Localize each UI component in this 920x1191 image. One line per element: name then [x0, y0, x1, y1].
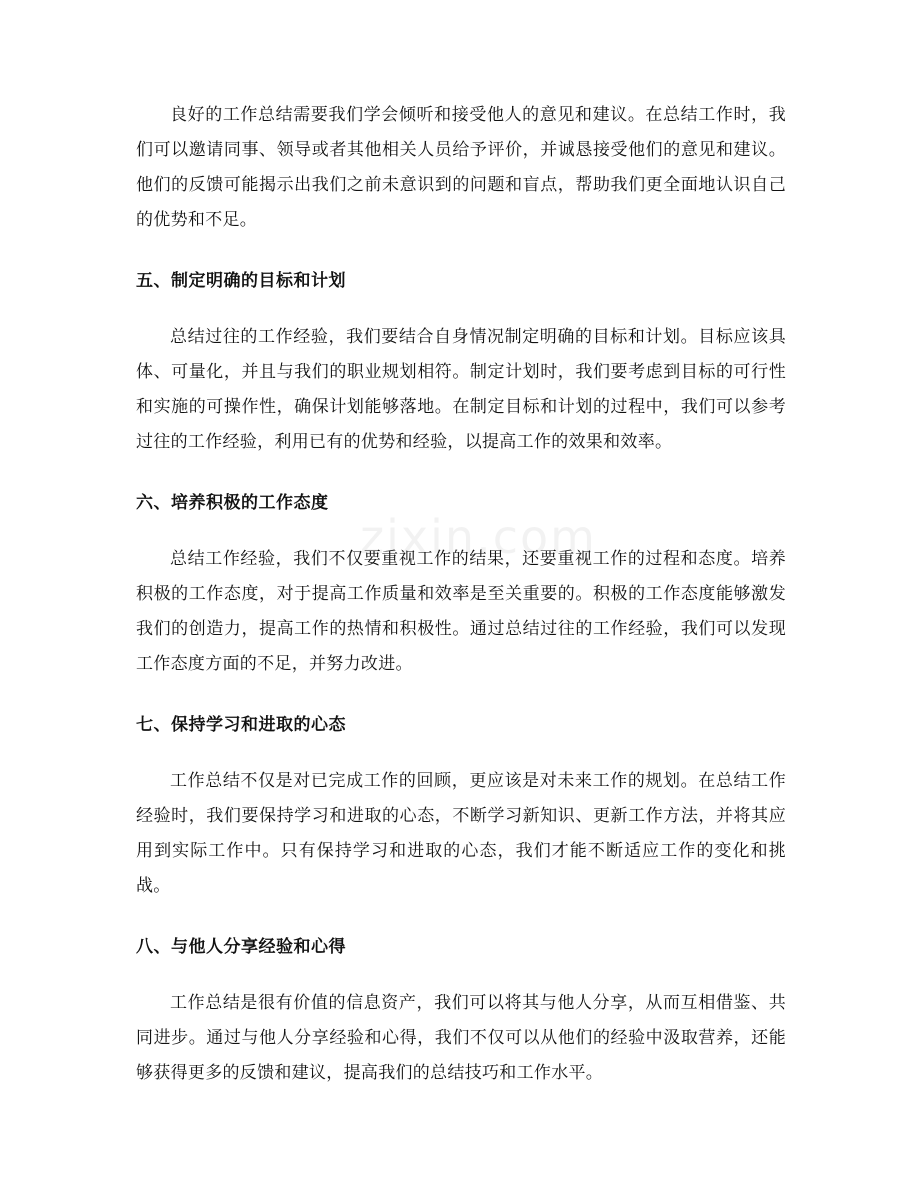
paragraph-goals: 总结过往的工作经验，我们要结合自身情况制定明确的目标和计划。目标应该具体、可量化，并且与我们的职业规划相符。制定计划时，我们要考虑到目标的可行性和实施的可操作性，确保计划能够落地。在制定目标和计划的过程中，我们可以参考过往的工作经验，利用已有的优势和经验，以提高工作的效果和效率。 [136, 327, 786, 452]
watermark: zixin.com [360, 510, 597, 564]
paragraph-attitude: 总结工作经验，我们不仅要重视工作的结果，还要重视工作的过程和态度。培养积极的工作态度，对于提高工作质量和效率是至关重要的。积极的工作态度能够激发我们的创造力，提高工作的热情和积极性。通过总结过往的工作经验，我们可以发现工作态度方面的不足，并努力改进。 [136, 549, 786, 674]
heading-section-5: 五、制定明确的目标和计划 [136, 271, 346, 291]
document-body [136, 98, 786, 1091]
heading-section-6: 六、培养积极的工作态度 [136, 493, 329, 513]
paragraph-sharing: 工作总结是很有价值的信息资产，我们可以将其与他人分享，从而互相借鉴、共同进步。通过与他人分享经验和心得，我们不仅可以从他们的经验中汲取营养，还能够获得更多的反馈和建议，提高我们的总结技巧和工作水平。 [136, 993, 786, 1083]
paragraph-learning: 工作总结不仅是对已完成工作的回顾，更应该是对未来工作的规划。在总结工作经验时，我们要保持学习和进取的心态，不断学习新知识、更新工作方法，并将其应用到实际工作中。只有保持学习和进取的心态，我们才能不断适应工作的变化和挑战。 [136, 771, 786, 896]
heading-section-7: 七、保持学习和进取的心态 [136, 715, 346, 735]
heading-section-8: 八、与他人分享经验和心得 [136, 937, 346, 957]
paragraph-feedback: 良好的工作总结需要我们学会倾听和接受他人的意见和建议。在总结工作时，我们可以邀请同事、领导或者其他相关人员给予评价，并诚恳接受他们的意见和建议。他们的反馈可能揭示出我们之前未意识到的问题和盲点，帮助我们更全面地认识自己的优势和不足。 [136, 105, 786, 230]
